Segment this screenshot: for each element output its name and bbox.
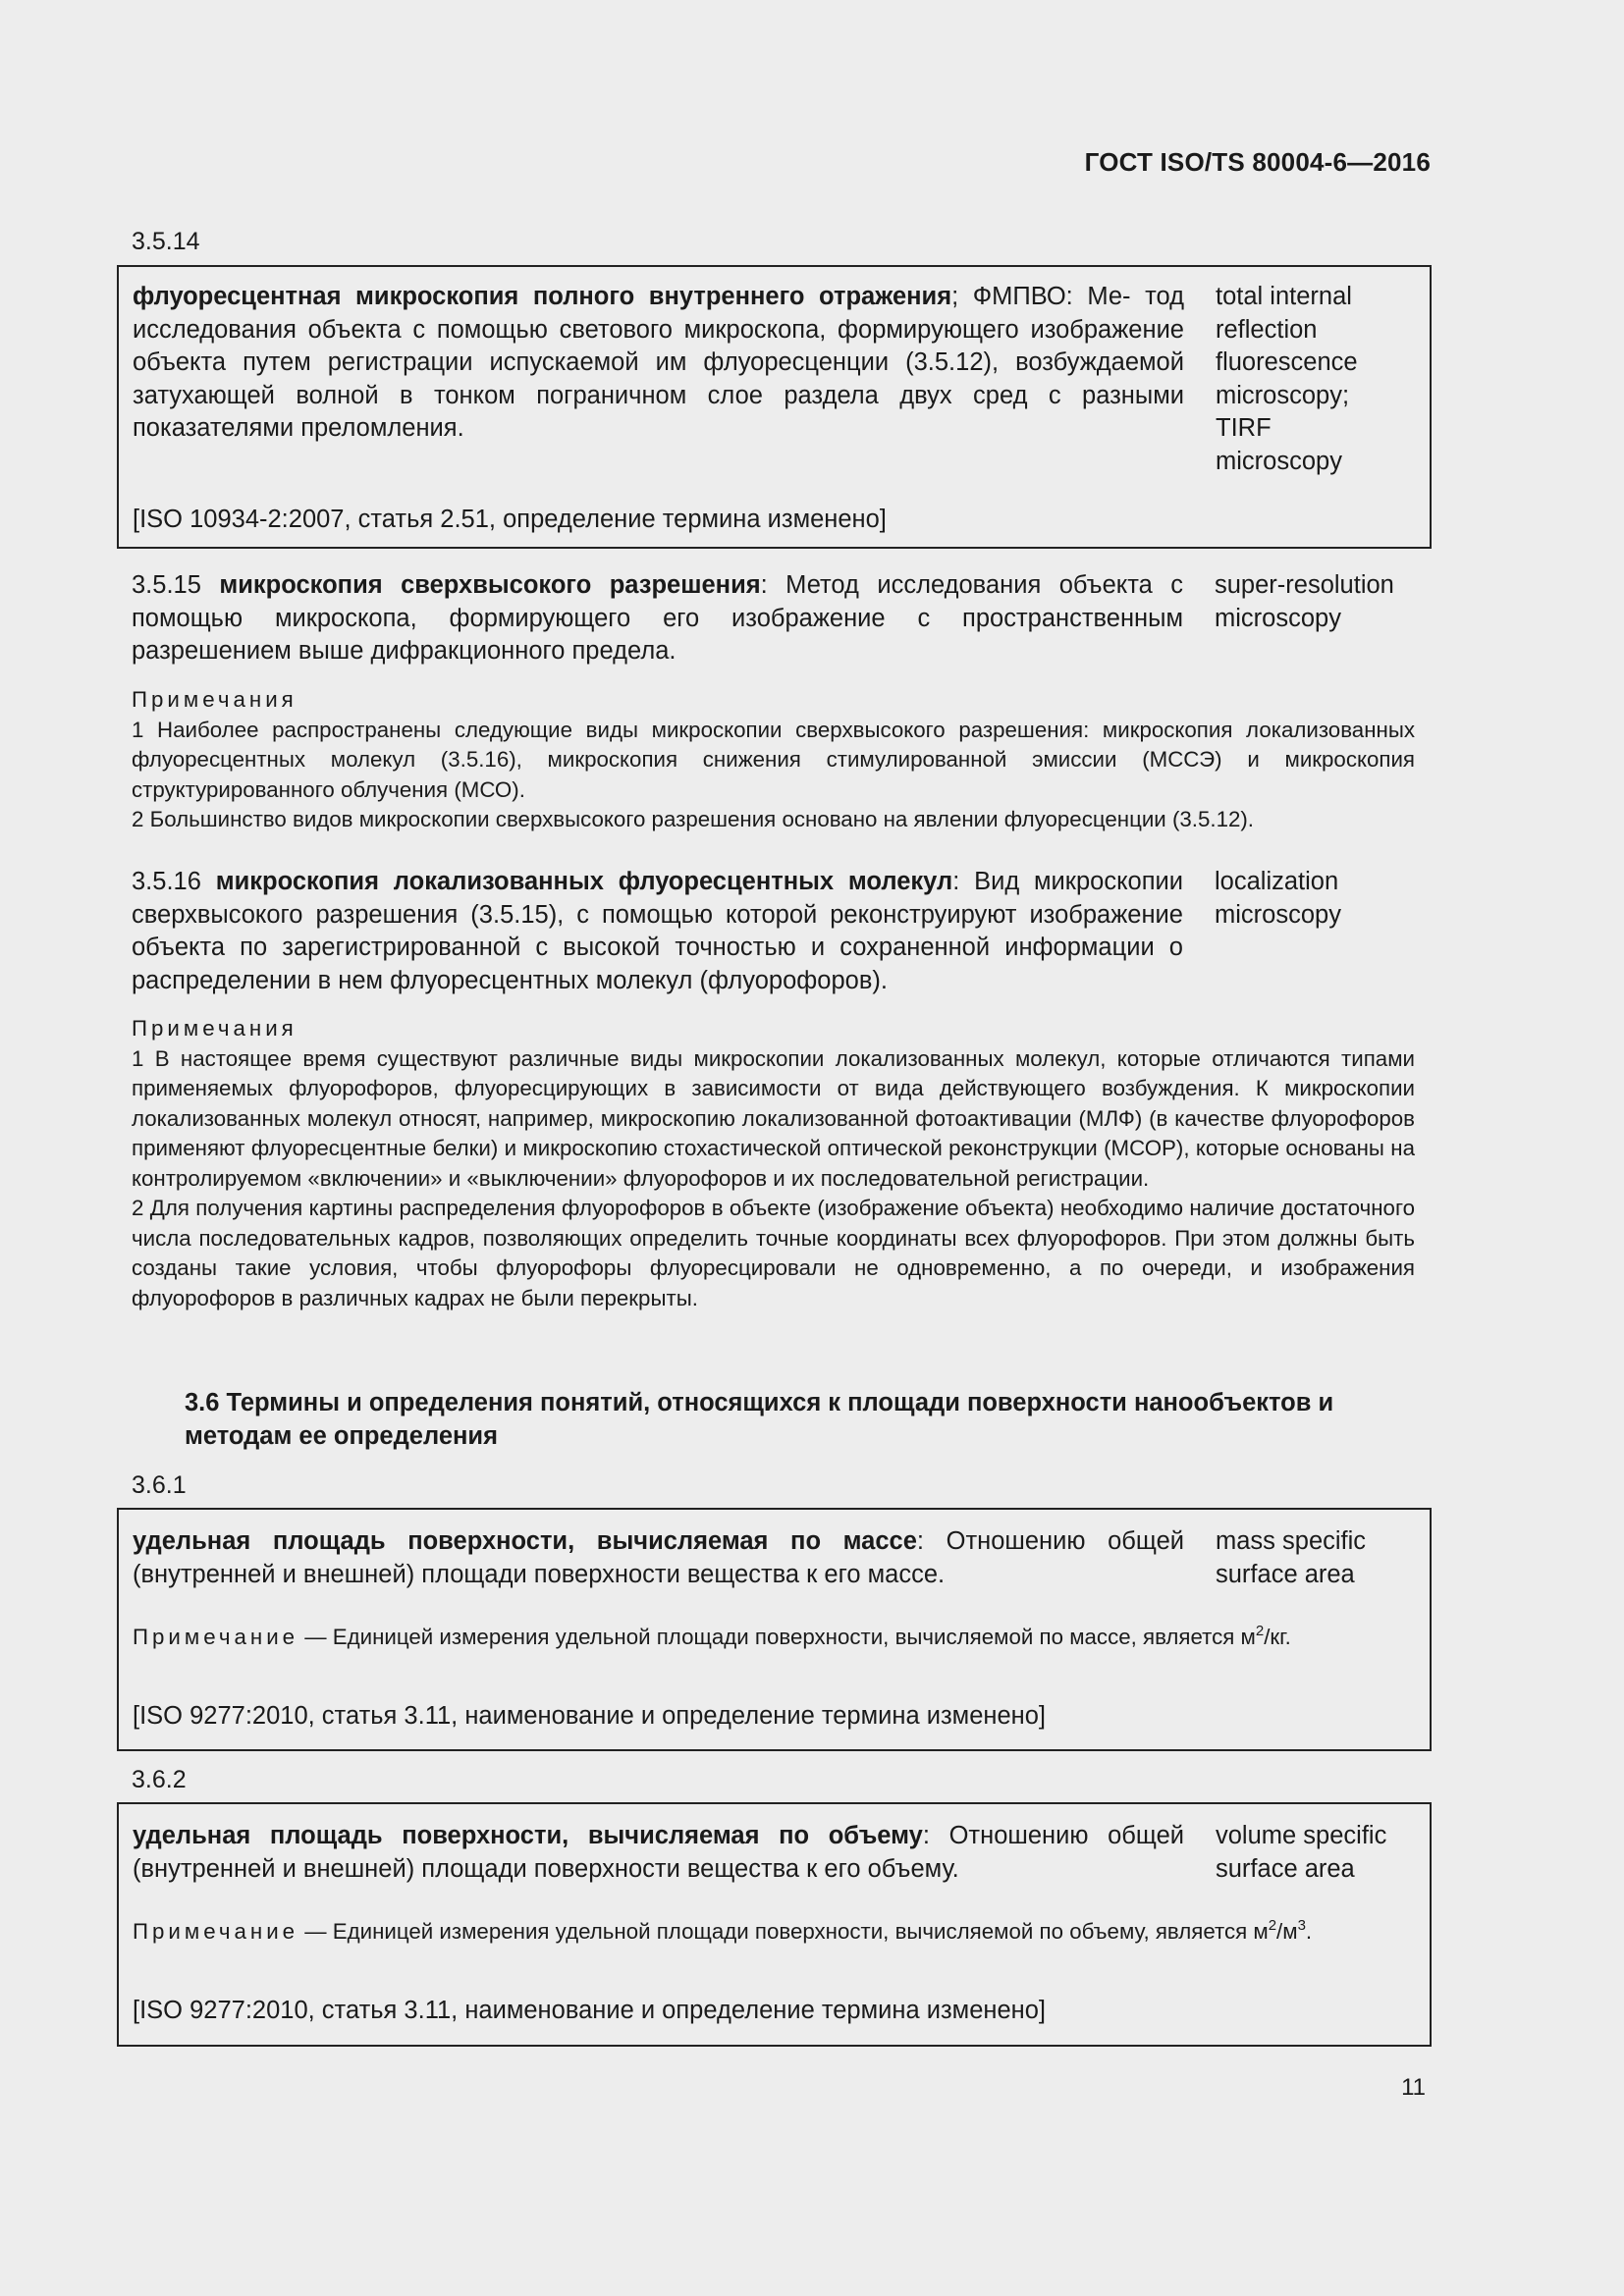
english-term: volume specific surface area: [1216, 1822, 1387, 1883]
english-term: super-resolution microscopy: [1215, 571, 1394, 632]
term-box-3-6-2: [117, 1802, 1432, 2047]
term-definition: удельная площадь поверхности, вычисляемая по массе: Отношению общей (внутренней и внешней) площади поверхности вещества к его массе.: [133, 1527, 1184, 1588]
term-note: Примечание — Единицей измерения удельной площади поверхности, вычисляемой по массе, является $м^2/кг$.: [133, 1623, 1291, 1649]
source-reference: [ISO 9277:2010, статья 3.11, наименование и определение термина изменено]: [133, 1997, 1046, 2024]
page-number: 11: [1401, 2074, 1426, 2101]
term-box-3-6-1: [117, 1508, 1432, 1751]
note-item: 2 Большинство видов микроскопии сверхвысокого разрешения основано на явлении флуоресценции (3.5.12).: [132, 807, 1254, 831]
english-term: mass specific surface area: [1216, 1527, 1367, 1588]
notes-3-5-16: [132, 1014, 1415, 1313]
term-note: Примечание — Единицей измерения удельной площади поверхности, вычисляемой по объему, является $м^2/м^3$.: [133, 1917, 1313, 1944]
entry-number: 3.5.14: [132, 228, 200, 255]
term-name: микроскопия локализованных флуоресцентных молекул: [215, 868, 953, 895]
term-name: удельная площадь поверхности, вычисляемая по массе: [133, 1527, 917, 1555]
term-definition: 3.5.16 микроскопия локализованных флуоресцентных молекул: Вид микроскопии сверхвысокого разрешения (3.5.15), с помощью которой реконструируют изображение объекта по зарегистрированной с высокой точностью и сохраненной информации о распределении в нем флуоресцентных молекул (флуорофоров).: [132, 868, 1183, 994]
notes-3-5-15: [132, 685, 1415, 835]
notes-title: Примечания: [132, 1016, 298, 1041]
notes-title: Примечания: [132, 687, 298, 712]
entry-number: 3.6.1: [132, 1471, 187, 1499]
term-name: удельная площадь поверхности, вычисляемая по объему: [133, 1822, 923, 1849]
english-term: total internal reflection fluorescence microscopy; TIRF microscopy: [1216, 283, 1358, 475]
term-box-3-5-14: [117, 265, 1432, 549]
document-header: ГОСТ ISO/TS 80004-6—2016: [1084, 147, 1431, 177]
source-reference: [ISO 9277:2010, статья 3.11, наименование и определение термина изменено]: [133, 1702, 1046, 1730]
term-definition: удельная площадь поверхности, вычисляемая по объему: Отношению общей (внутренней и внешней) площади поверхности вещества к его объему.: [133, 1822, 1184, 1883]
note-item: 2 Для получения картины распределения флуорофоров в объекте (изображение объекта) необходимо наличие достаточного числа последовательных кадров, позволяющих определить точные координаты всех флуорофоров. При этом должны быть созданы такие условия, чтобы флуорофоры флуоресцировали не одновременно, а по очереди, и изображения флуорофоров в различных кадрах не были перекрыты.: [132, 1196, 1415, 1310]
term-name: микроскопия сверхвысокого разрешения: [219, 571, 761, 599]
entry-number: 3.6.2: [132, 1766, 187, 1793]
section-heading: 3.6 Термины и определения понятий, относящихся к площади поверхности нанообъектов и методам ее определения: [185, 1389, 1334, 1450]
note-item: 1 Наиболее распространены следующие виды микроскопии сверхвысокого разрешения: микроскопия локализованных флуоресцентных молекул (3.5.16), микроскопия снижения стимулированной эмиссии (МССЭ) и микроскопия структурированного облучения (МСО).: [132, 717, 1415, 802]
note-item: 1 В настоящее время существуют различные виды микроскопии локализованных молекул, которые отличаются типами применяемых флуорофоров, флуоресцирующих в зависимости от вида действующего возбуждения. К микроскопии локализованных молекул относят, например, микроскопию локализованной фотоактивации (МЛФ) (в качестве флуорофоров применяют флуоресцентные белки) и микроскопию стохастической оптической реконструкции (МСОР), которые основаны на контролируемом «включении» и «выключении» флуорофоров и их последовательной регистрации.: [132, 1045, 1415, 1191]
source-reference: [ISO 10934-2:2007, статья 2.51, определение термина изменено]: [133, 506, 887, 533]
english-term: localization microscopy: [1215, 868, 1341, 929]
term-definition: 3.5.15 микроскопия сверхвысокого разрешения: Метод исследования объекта с помощью микроскопа, формирующего его изображение с пространственным разрешением выше дифракционного предела.: [132, 571, 1183, 665]
term-name: флуоресцентная микроскопия полного внутреннего отражения: [133, 283, 952, 310]
term-definition: флуоресцентная микроскопия полного внутреннего отражения; ФМПВО: Ме- тод исследования объекта с помощью светового микроскопа, формирующего изображение объекта путем регистрации испускаемой им флуоресценции (3.5.12), возбуждаемой затухающей волной в тонком пограничном слое раздела двух сред с разными показателями преломления.: [133, 283, 1184, 442]
